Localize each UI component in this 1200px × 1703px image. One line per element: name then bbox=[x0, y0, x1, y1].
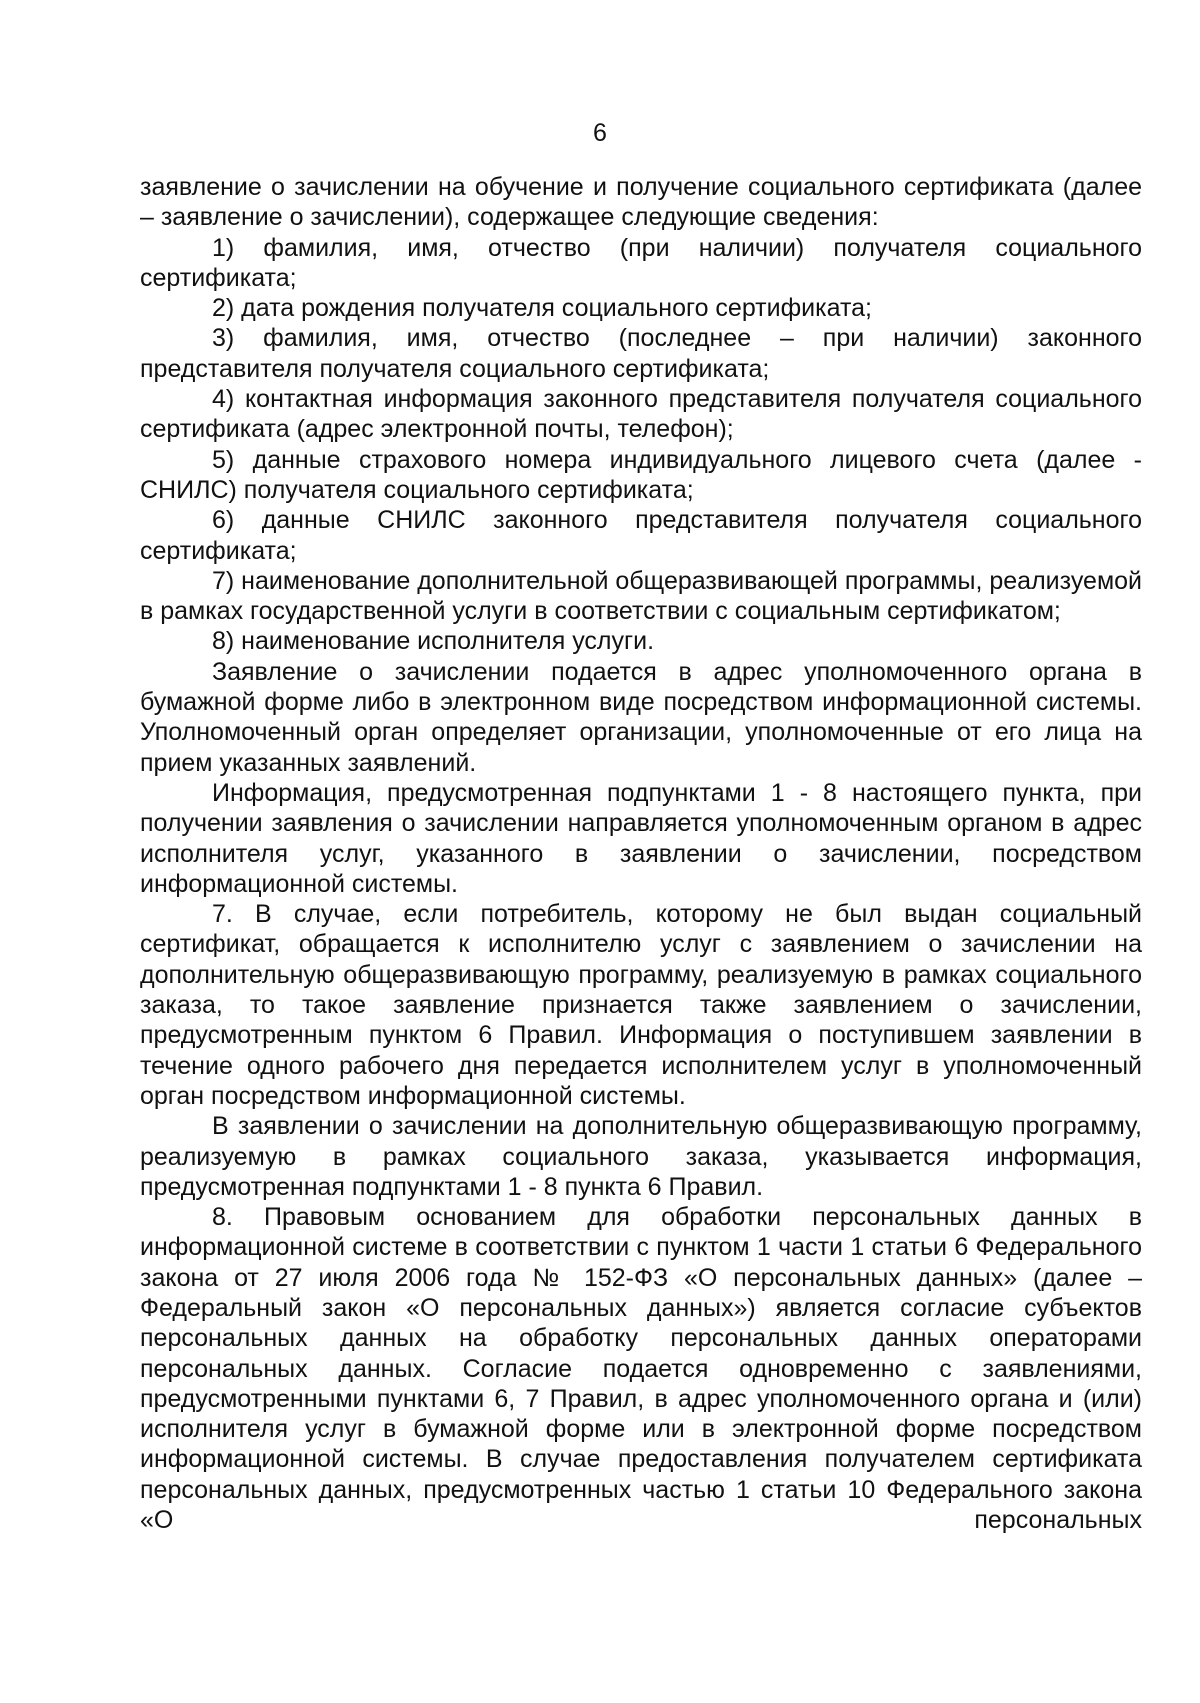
list-item-5: 5) данные страхового номера индивидуального лицевого счета (далее - СНИЛС) получателя социального сертификата; bbox=[140, 445, 1142, 504]
paragraph-clause-7: 7. В случае, если потребитель, которому не был выдан социальный сертификат, обращается к исполнителю услуг с заявлением о зачислении на дополнительную общеразвивающую программу, реализуемую в рамках социального заказа, то такое заявление признается также заявлением о зачислении, предусмотренным пунктом 6 Правил. Информация о поступившем заявлении в течение одного рабочего дня передается исполнителем услуг в уполномоченный орган посредством информационной системы. bbox=[140, 900, 1142, 1110]
paragraph-information: Информация, предусмотренная подпунктами 1 - 8 настоящего пункта, при получении заявления о зачислении направляется уполномоченным органом в адрес исполнителя услуг, указанного в заявлении о зачислении, посредством информационной системы. bbox=[140, 778, 1142, 898]
list-item-8: 8) наименование исполнителя услуги. bbox=[212, 627, 655, 656]
list-item-1: 1) фамилия, имя, отчество (при наличии) получателя социального сертификата; bbox=[140, 233, 1142, 292]
list-item-4: 4) контактная информация законного представителя получателя социального сертификата (адрес электронной почты, телефон); bbox=[140, 385, 1142, 444]
paragraph-clause-8: 8. Правовым основанием для обработки персональных данных в информационной системе в соответствии с пунктом 1 части 1 статьи 6 Федерального закона от 27 июля 2006 года № 152-ФЗ «О персональных данных» (далее – Федеральный закон «О персональных данных») является согласие субъектов персональных данных на обработку персональных данных операторами персональных данных. Согласие подается одновременно с заявлениями, предусмотренными пунктами 6, 7 Правил, в адрес уполномоченного органа и (или) исполнителя услуг в бумажной форме или в электронной форме посредством информационной системы. В случае предоставления получателем сертификата персональных данных, предусмотренных частью 1 статьи 10 Федерального закона «О персональных bbox=[140, 1203, 1142, 1535]
document-body bbox=[140, 172, 1142, 1535]
paragraph-submission: Заявление о зачислении подается в адрес уполномоченного органа в бумажной форме либо в электронном виде посредством информационной системы. Уполномоченный орган определяет организации, уполномоченные от его лица на прием указанных заявлений. bbox=[140, 657, 1142, 777]
page-number: 6 bbox=[593, 119, 607, 147]
paragraph-intro: заявление о зачислении на обучение и получение социального сертификата (далее – заявление о зачислении), содержащее следующие сведения: bbox=[140, 173, 1142, 232]
paragraph-clause-7-details: В заявлении о зачислении на дополнительную общеразвивающую программу, реализуемую в рамках социального заказа, указывается информация, предусмотренная подпунктами 1 - 8 пункта 6 Правил. bbox=[140, 1112, 1142, 1201]
list-item-6: 6) данные СНИЛС законного представителя получателя социального сертификата; bbox=[140, 506, 1142, 565]
list-item-2: 2) дата рождения получателя социального сертификата; bbox=[212, 294, 872, 323]
list-item-3: 3) фамилия, имя, отчество (последнее – при наличии) законного представителя получателя социального сертификата; bbox=[140, 324, 1142, 383]
list-item-7: 7) наименование дополнительной общеразвивающей программы, реализуемой в рамках государственной услуги в соответствии с социальным сертификатом; bbox=[140, 566, 1142, 626]
